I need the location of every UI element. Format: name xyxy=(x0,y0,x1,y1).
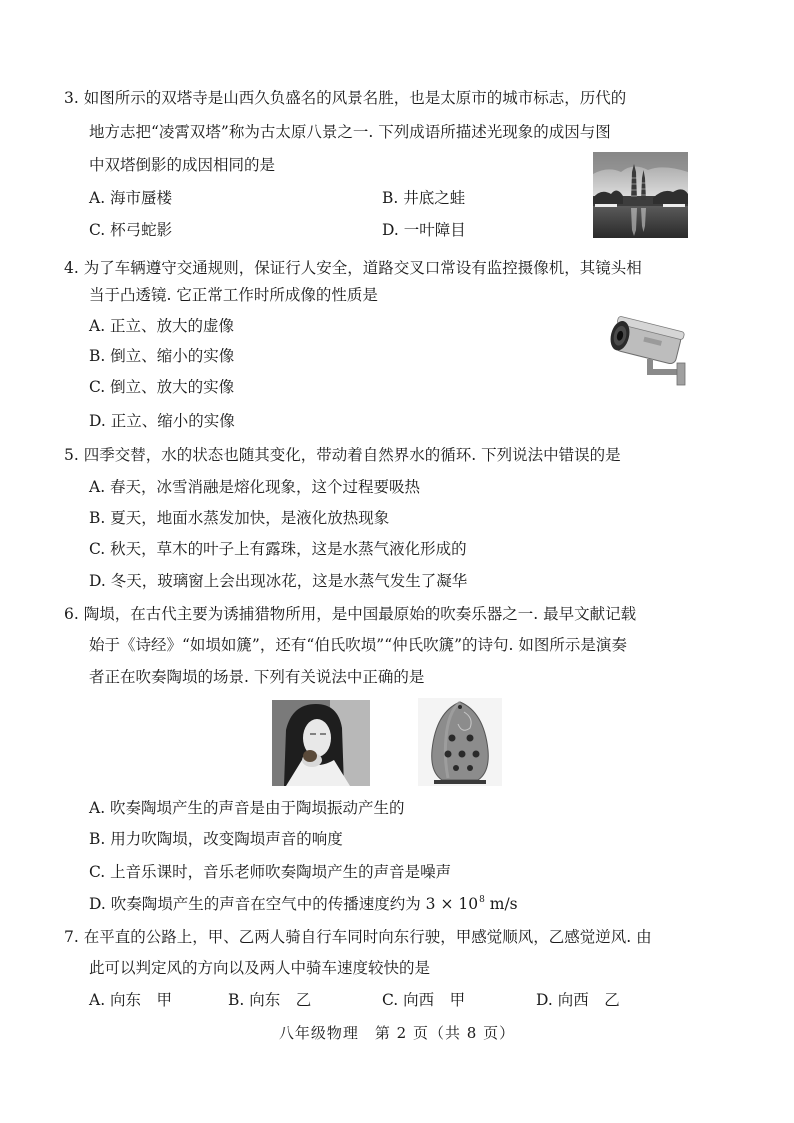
q5-option-a: A. 春天，冰雪消融是熔化现象，这个过程要吸热 xyxy=(89,478,421,496)
q7-option-a: A. 向东 甲 xyxy=(89,991,173,1009)
surveillance-camera-photo xyxy=(603,313,688,395)
q7-option-d: D. 向西 乙 xyxy=(536,991,620,1009)
q6-option-c: C. 上音乐课时，音乐老师吹奏陶埙产生的声音是噪声 xyxy=(89,863,452,881)
q5-stem-line1: 5. 四季交替，水的状态也随其变化，带动着自然界水的循环. 下列说法中错误的是 xyxy=(64,446,621,464)
q6-option-d xyxy=(89,894,518,917)
q4-option-b: B. 倒立、缩小的实像 xyxy=(89,347,235,365)
q5-option-b: B. 夏天，地面水蒸发加快，是液化放热现象 xyxy=(89,509,390,527)
q3-option-d: D. 一叶障目 xyxy=(382,221,466,239)
q4-stem-line2: 当于凸透镜. 它正常工作时所成像的性质是 xyxy=(89,286,378,304)
q5-option-d: D. 冬天，玻璃窗上会出现冰花，这是水蒸气发生了凝华 xyxy=(89,572,468,590)
q6-option-a: A. 吹奏陶埙产生的声音是由于陶埙振动产生的 xyxy=(89,799,405,817)
q6-option-d-unit: m/s xyxy=(484,895,518,913)
q4-option-c: C. 倒立、放大的实像 xyxy=(89,378,235,396)
q3-stem-line3: 中双塔倒影的成因相同的是 xyxy=(89,156,276,174)
q3-option-b: B. 井底之蛙 xyxy=(382,189,466,207)
twin-pagoda-photo xyxy=(593,152,688,238)
q6-stem-line2: 始于《诗经》“如埙如篪”，还有“伯氏吹埙”“仲氏吹篪”的诗句. 如图所示是演奏 xyxy=(89,636,627,654)
q6-option-d-exponent: 8 xyxy=(479,895,485,905)
q5-option-c: C. 秋天，草木的叶子上有露珠，这是水蒸气液化形成的 xyxy=(89,540,467,558)
q4-option-d: D. 正立、缩小的实像 xyxy=(89,412,235,430)
xun-player-photo xyxy=(272,700,370,786)
q7-stem-line1: 7. 在平直的公路上，甲、乙两人骑自行车同时向东行驶，甲感觉顺风，乙感觉逆风. 由 xyxy=(64,928,652,946)
q4-option-a: A. 正立、放大的虚像 xyxy=(89,317,235,335)
q4-stem-line1: 4. 为了车辆遵守交通规则，保证行人安全，道路交叉口常设有监控摄像机，其镜头相 xyxy=(64,259,642,277)
q7-option-b: B. 向东 乙 xyxy=(228,991,312,1009)
q7-stem-line2: 此可以判定风的方向以及两人中骑车速度较快的是 xyxy=(89,959,431,977)
q3-stem-line1: 3. 如图所示的双塔寺是山西久负盛名的风景名胜，也是太原市的城市标志，历代的 xyxy=(64,89,627,107)
q6-stem-line1: 6. 陶埙，在古代主要为诱捕猎物所用，是中国最原始的吹奏乐器之一. 最早文献记载 xyxy=(64,605,637,623)
clay-xun-photo xyxy=(418,698,502,786)
q3-stem-line2: 地方志把“凌霄双塔”称为古太原八景之一. 下列成语所描述光现象的成因与图 xyxy=(89,123,611,141)
page-footer: 八年级物理 第 2 页（共 8 页） xyxy=(278,1024,516,1042)
q6-option-b: B. 用力吹陶埙，改变陶埙声音的响度 xyxy=(89,830,343,848)
q3-option-c: C. 杯弓蛇影 xyxy=(89,221,173,239)
q7-option-c: C. 向西 甲 xyxy=(382,991,466,1009)
q3-option-a: A. 海市蜃楼 xyxy=(89,189,173,207)
q6-stem-line3: 者正在吹奏陶埙的场景. 下列有关说法中正确的是 xyxy=(89,668,425,686)
q6-option-d-text: D. 吹奏陶埙产生的声音在空气中的传播速度约为 3 × 10 xyxy=(89,895,479,913)
